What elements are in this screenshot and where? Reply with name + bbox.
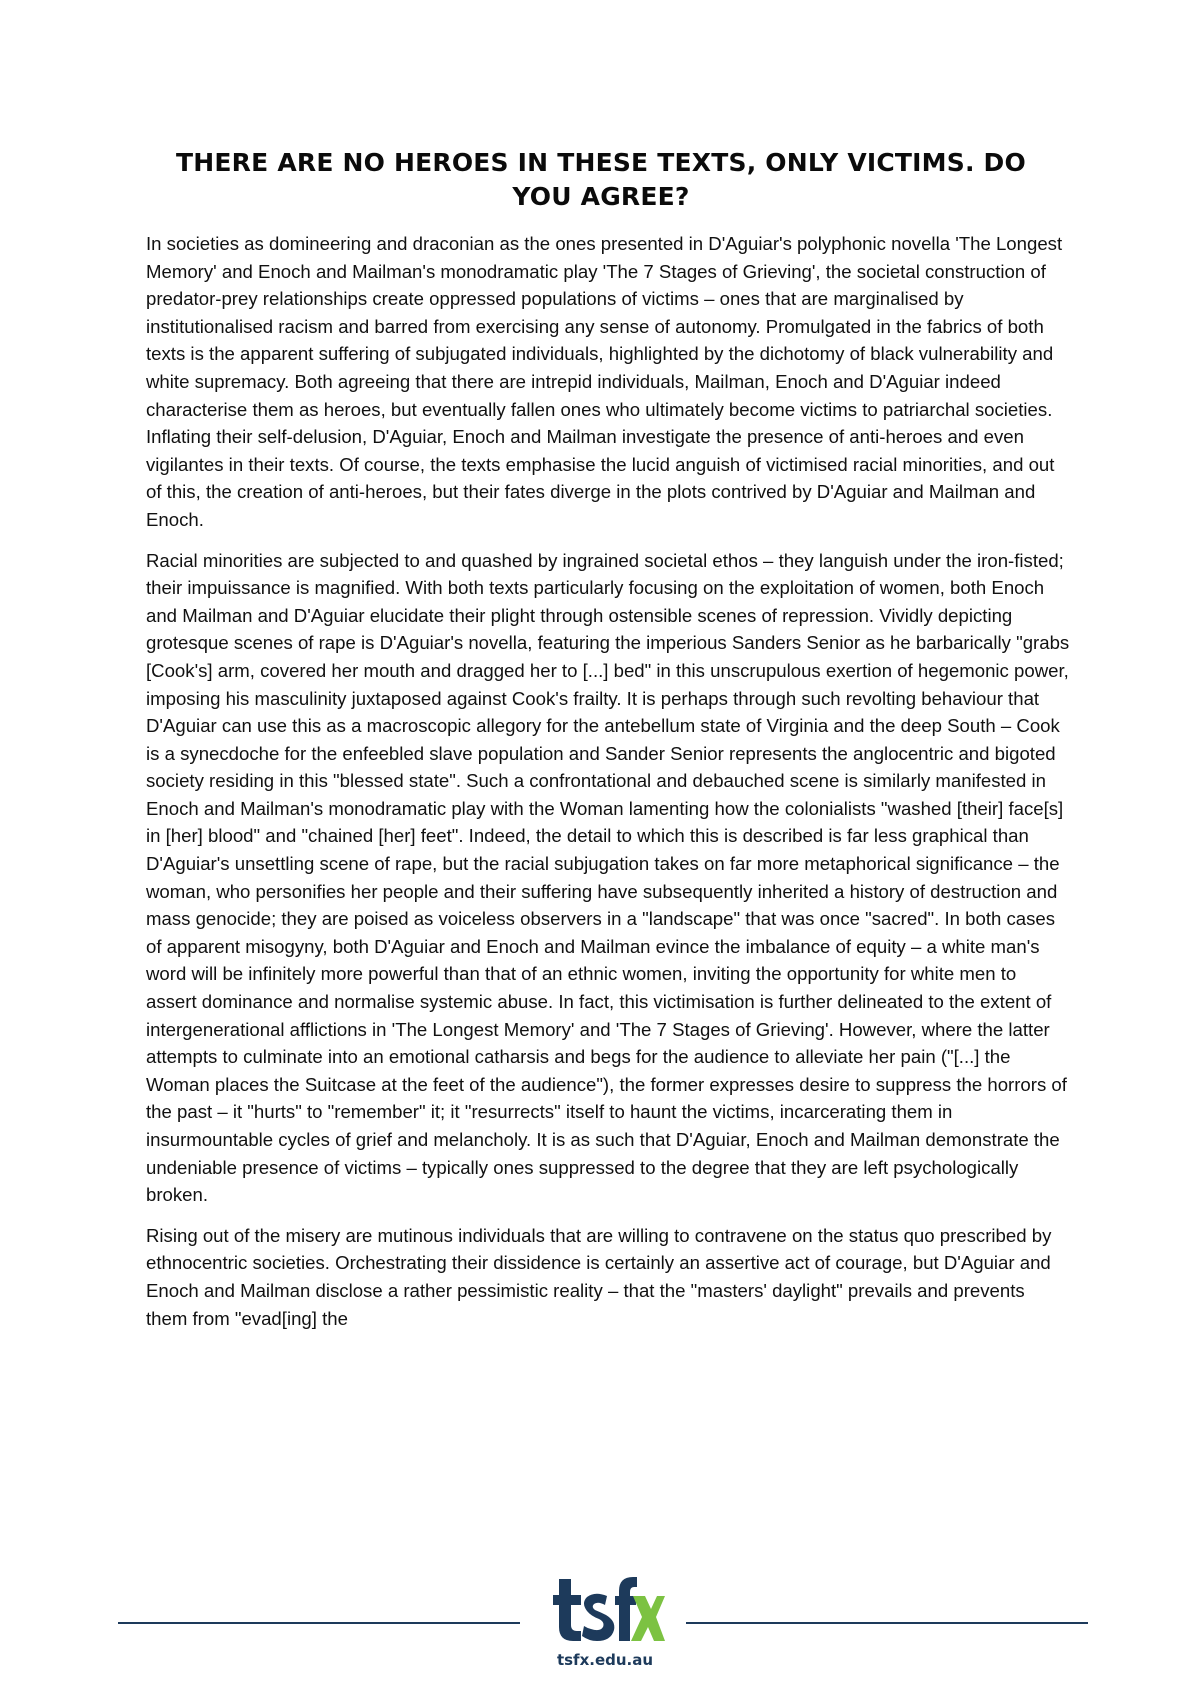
page-footer (0, 1565, 1200, 1675)
paragraph-1: In societies as domineering and draconian as the ones presented in D'Aguiar's polyphonic novella 'The Longest Memory' and Enoch and Mailman's monodramatic play 'The 7 Stages of Grieving', the societal construction of predator-prey relationships create oppressed populations of victims – ones that are marginalised by institutionalised racism and barred from exercising any sense of autonomy. Promulgated in the fabrics of both texts is the apparent suffering of subjugated individuals, highlighted by the dichotomy of black vulnerability and white supremacy. Both agreeing that there are intrepid individuals, Mailman, Enoch and D'Aguiar indeed characterise them as heroes, but eventually fallen ones who ultimately become victims to patriarchal societies. Inflating their self-delusion, D'Aguiar, Enoch and Mailman investigate the presence of anti-heroes and even vigilantes in their texts. Of course, the texts emphasise the lucid anguish of victimised racial minorities, and out of this, the creation of anti-heroes, but their fates diverge in the plots contrived by D'Aguiar and Mailman and Enoch. (146, 233, 1063, 530)
paragraph-2: Racial minorities are subjected to and quashed by ingrained societal ethos – they languish under the iron-fisted; their impuissance is magnified. With both texts particularly focusing on the exploitation of women, both Enoch and Mailman and D'Aguiar elucidate their plight through ostensible scenes of repression. Vividly depicting grotesque scenes of rape is D'Aguiar's novella, featuring the imperious Sanders Senior as he barbarically "grabs [Cook's] arm, covered her mouth and dragged her to [...] bed" in this unscrupulous exertion of hegemonic power, imposing his masculinity juxtaposed against Cook's frailty. It is perhaps through such revolting behaviour that D'Aguiar can use this as a macroscopic allegory for the antebellum state of Virginia and the deep South – Cook is a synecdoche for the enfeebled slave population and Sander Senior represents the anglocentric and bigoted society residing in this "blessed state". Such a confrontational and debauched scene is similarly manifested in Enoch and Mailman's monodramatic play with the Woman lamenting how the colonialists "washed [their] face[s] in [her] blood" and "chained [her] feet". Indeed, the detail to which this is described is far less graphical than D'Aguiar's unsettling scene of rape, but the racial subjugation takes on far more metaphorical significance – the woman, who personifies her people and their suffering have subsequently inherited a history of destruction and mass genocide; they are poised as voiceless observers in a "landscape" that was once "sacred". In both cases of apparent misogyny, both D'Aguiar and Enoch and Mailman evince the imbalance of equity – a white man's word will be infinitely more powerful than that of an ethnic women, inviting the opportunity for white men to assert dominance and normalise systemic abuse. In fact, this victimisation is further delineated to the extent of intergenerational afflictions in 'The Longest Memory' and 'The 7 Stages of Grieving'. However, where the latter attempts to culminate into an emotional catharsis and begs for the audience to alleviate her pain ("[...] the Woman places the Suitcase at the feet of the audience"), the former expresses desire to suppress the horrors of the past – it "hurts" to "remember" it; it "resurrects" itself to haunt the victims, incarcerating them in insurmountable cycles of grief and melancholy. It is as such that D'Aguiar, Enoch and Mailman demonstrate the undeniable presence of victims – typically ones suppressed to the degree that they are left psychologically broken. (146, 549, 1070, 1206)
footer-url: tsfx.edu.au (556, 1651, 654, 1669)
tsfx-logo (545, 1565, 665, 1675)
footer-divider-left (118, 1622, 520, 1624)
document-title: THERE ARE NO HEROES IN THESE TEXTS, ONLY VICTIMS. DO YOU AGREE? (176, 148, 1026, 211)
paragraph-3: Rising out of the misery are mutinous individuals that are willing to contravene on the status quo prescribed by ethnocentric societies. Orchestrating their dissidence is certainly an assertive act of courage, but D'Aguiar and Enoch and Mailman disclose a rather pessimistic reality – that the "masters' daylight" prevails and prevents them from "evad[ing] the (146, 1224, 1052, 1329)
document-body (146, 230, 1071, 1345)
footer-divider-right (686, 1622, 1088, 1624)
